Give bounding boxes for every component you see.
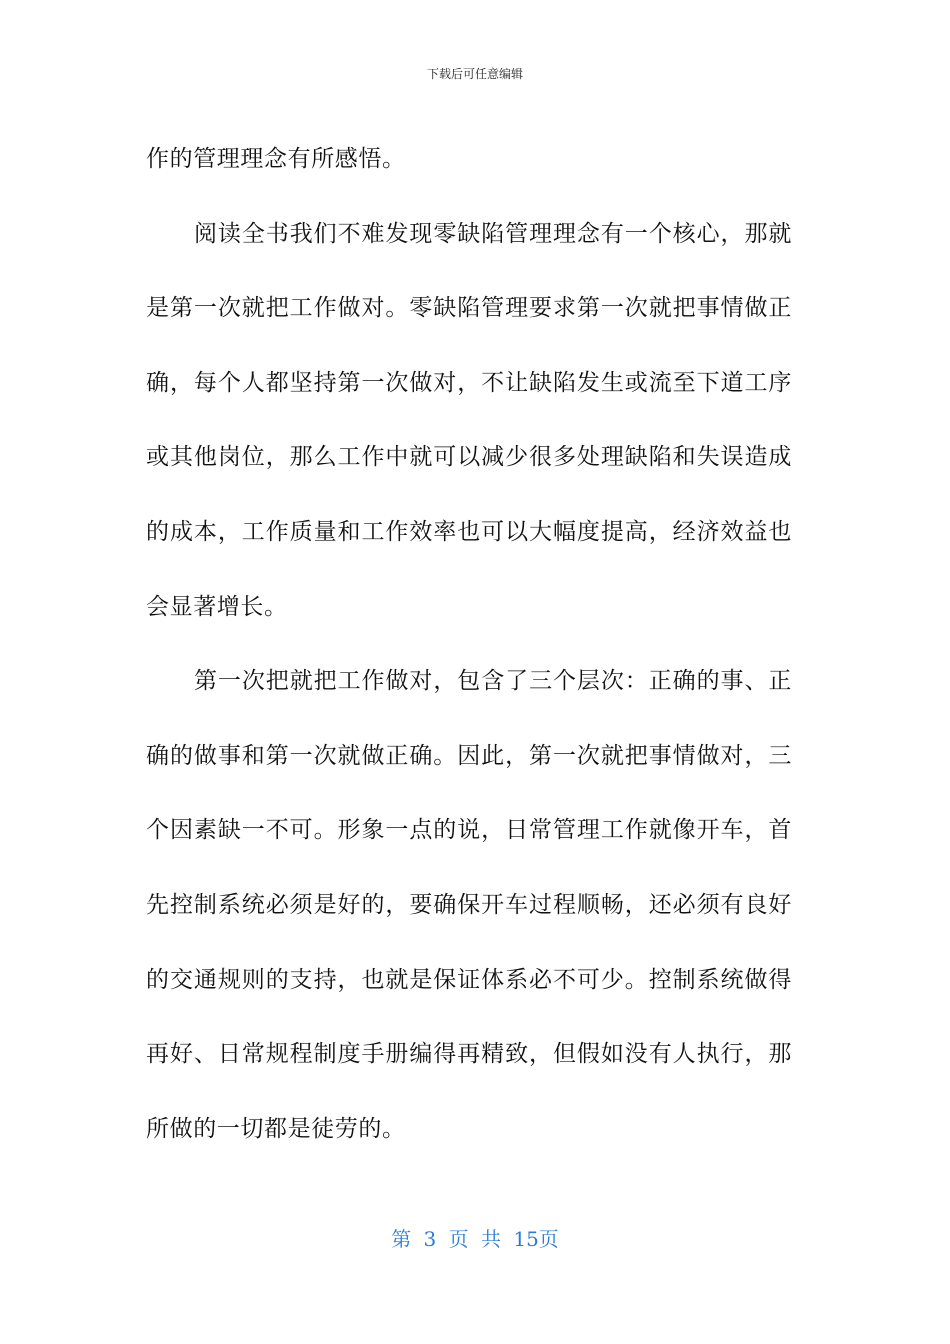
page-footer: 第 3 页 共 15页 — [391, 1227, 559, 1251]
paragraph-core-idea: 阅读全书我们不难发现零缺陷管理理念有一个核心，那就是第一次就把工作做对。零缺陷管理要求第一次就把事情做正确，每个人都坚持第一次做对，不让缺陷发生或流至下道工序或其他岗位，那么工作中就可以减少很多处理缺陷和失误造成的成本，工作质量和工作效率也可以大幅度提高，经济效益也会显著增长。 — [146, 220, 792, 620]
paragraph-continuation: 作的管理理念有所感悟。 — [146, 146, 406, 172]
document-body — [146, 122, 792, 1166]
page-header: 下载后可任意编辑 — [426, 67, 523, 81]
paragraph-three-levels: 第一次把就把工作做对，包含了三个层次：正确的事、正确的做事和第一次就做正确。因此，第一次就把事情做对，三个因素缺一不可。形象一点的说，日常管理工作就像开车，首先控制系统必须是好的，要确保开车过程顺畅，还必须有良好的交通规则的支持，也就是保证体系必不可少。控制系统做得再好、日常规程制度手册编得再精致，但假如没有人执行，那所做的一切都是徒劳的。 — [146, 668, 792, 1142]
